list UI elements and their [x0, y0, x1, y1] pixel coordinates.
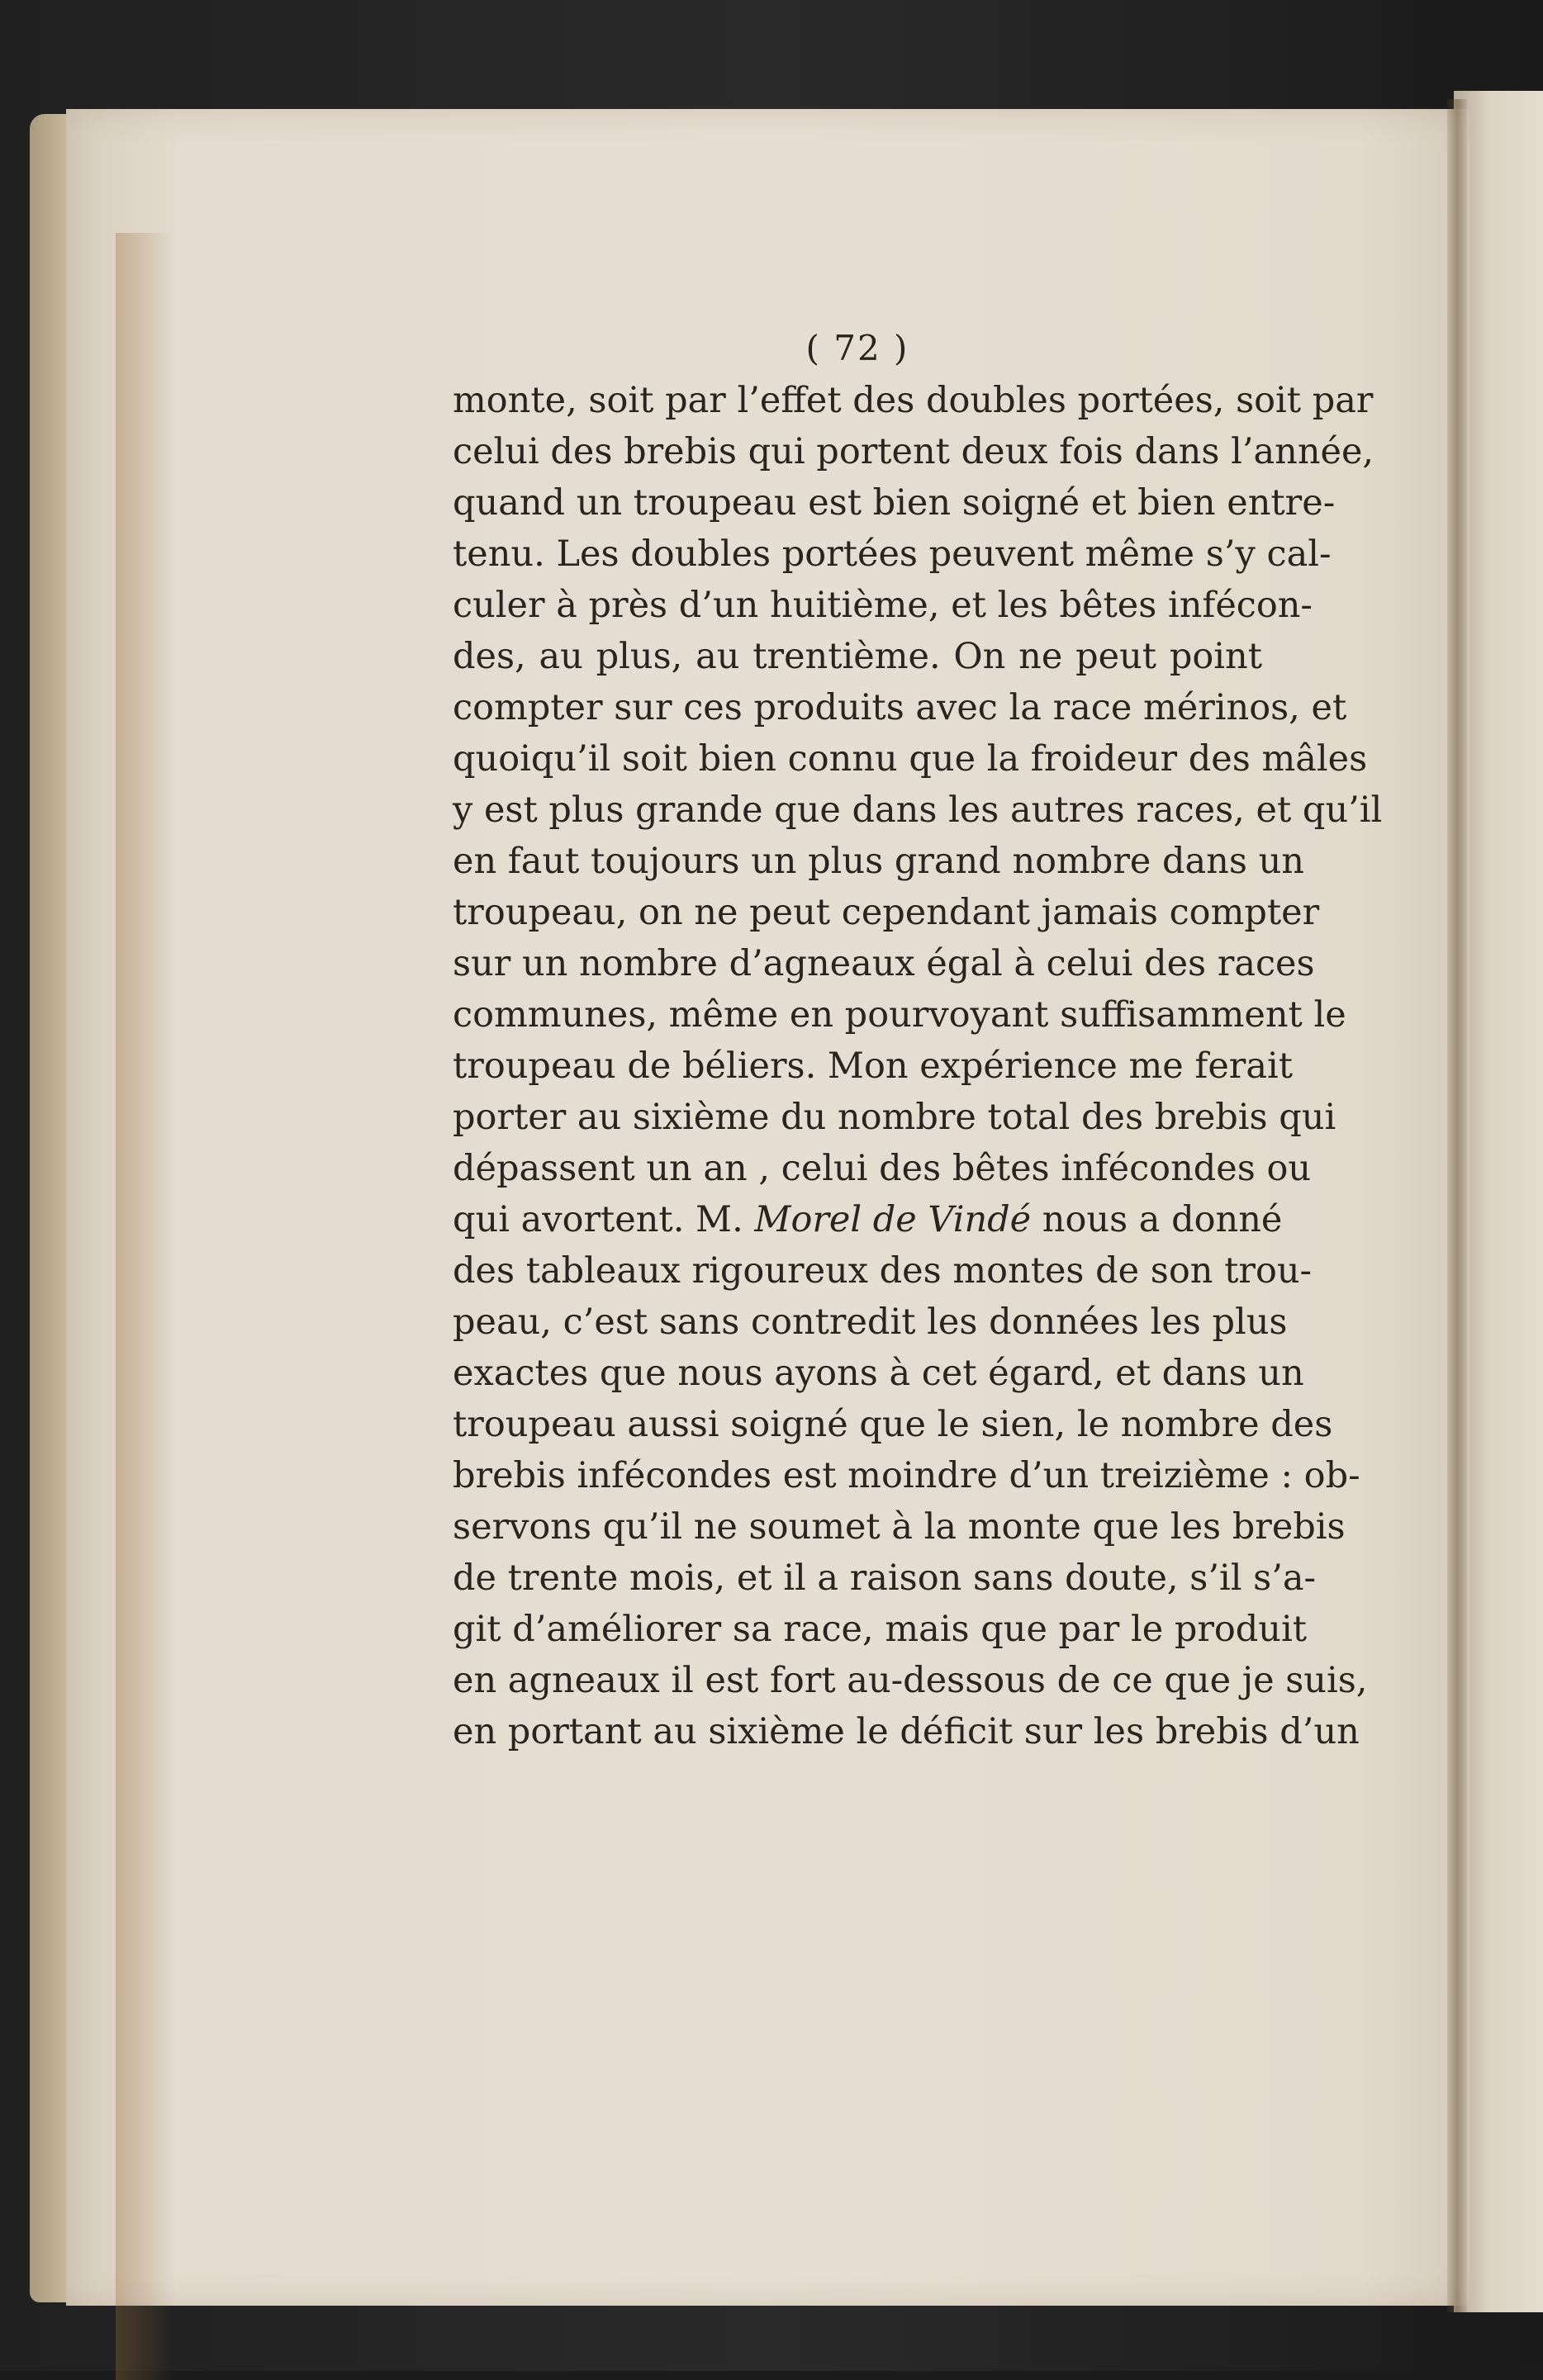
text-segment: des, au plus, au trentième. On ne peut point — [453, 636, 1262, 677]
text-line — [453, 1655, 1368, 1706]
text-segment: culer à près d’un huitième, et les bêtes infécon- — [453, 585, 1313, 626]
text-segment: troupeau, on ne peut cependant jamais compter — [453, 892, 1320, 933]
text-segment: git d’améliorer sa race, mais que par le produit — [453, 1609, 1308, 1650]
text-line — [453, 1245, 1313, 1297]
text-line — [453, 836, 1304, 887]
text-line — [453, 682, 1347, 733]
text-line — [453, 1399, 1333, 1450]
text-segment: en faut toujours un plus grand nombre dans un — [453, 841, 1304, 882]
text-segment: sur un nombre d’agneaux égal à celui des races — [453, 943, 1315, 984]
text-line — [453, 1450, 1360, 1501]
text-line — [453, 529, 1332, 580]
text-line — [453, 938, 1315, 989]
text-line — [453, 1194, 1283, 1245]
text-line — [453, 1501, 1346, 1553]
text-lines — [453, 375, 1383, 1757]
text-line — [453, 733, 1368, 785]
text-segment: nous a donné — [1031, 1199, 1283, 1240]
text-line — [453, 1553, 1317, 1604]
text-segment: quand un troupeau est bien soigné et bien entre- — [453, 482, 1336, 524]
italic-name: Morel de Vindé — [754, 1199, 1032, 1240]
text-segment: y est plus grande que dans les autres races, et qu’il — [453, 789, 1383, 831]
text-line — [453, 375, 1374, 426]
text-line — [453, 785, 1383, 836]
text-segment: en portant au sixième le déficit sur les brebis d’un — [453, 1711, 1360, 1752]
text-line — [453, 580, 1313, 631]
text-segment: qui avortent. M. — [453, 1199, 755, 1240]
text-segment: servons qu’il ne soumet à la monte que les brebis — [453, 1506, 1346, 1548]
text-segment: brebis infécondes est moindre d’un treizième : ob- — [453, 1455, 1360, 1496]
page-foxing — [116, 233, 173, 2380]
text-line — [453, 426, 1374, 477]
page-text-block — [453, 324, 1383, 1757]
text-segment: troupeau de béliers. Mon expérience me ferait — [453, 1045, 1293, 1087]
text-line — [453, 1706, 1360, 1757]
text-segment: porter au sixième du nombre total des brebis qui — [453, 1097, 1336, 1138]
text-segment: troupeau aussi soigné que le sien, le nombre des — [453, 1404, 1333, 1445]
text-segment: tenu. Les doubles portées peuvent même s’y cal- — [453, 533, 1332, 575]
text-line — [453, 887, 1320, 938]
text-line — [453, 1348, 1304, 1399]
text-segment: dépassent un an , celui des bêtes infécondes ou — [453, 1148, 1312, 1189]
text-segment: celui des brebis qui portent deux fois dans l’année, — [453, 431, 1374, 472]
text-segment: en agneaux il est fort au-dessous de ce que je suis, — [453, 1660, 1368, 1701]
text-line — [453, 1041, 1293, 1092]
book-gutter — [1447, 99, 1467, 2312]
text-line — [453, 989, 1346, 1041]
text-segment: des tableaux rigoureux des montes de son trou- — [453, 1250, 1313, 1292]
text-segment: monte, soit par l’effet des doubles portées, soit par — [453, 380, 1374, 421]
text-line — [453, 1092, 1336, 1143]
text-segment: quoiqu’il soit bien connu que la froideur des mâles — [453, 738, 1368, 780]
text-line — [453, 631, 1262, 682]
text-line — [453, 1143, 1312, 1194]
text-line — [453, 1297, 1288, 1348]
text-segment: communes, même en pourvoyant suffisamment le — [453, 994, 1346, 1036]
text-segment: exactes que nous ayons à cet égard, et dans un — [453, 1353, 1304, 1394]
text-segment: de trente mois, et il a raison sans doute, s’il s’a- — [453, 1557, 1317, 1599]
text-segment: compter sur ces produits avec la race mérinos, et — [453, 687, 1347, 728]
text-segment: peau, c’est sans contredit les données les plus — [453, 1301, 1288, 1343]
text-line — [453, 477, 1336, 529]
text-line — [453, 1604, 1308, 1655]
page-number: ( 72 ) — [805, 328, 909, 368]
